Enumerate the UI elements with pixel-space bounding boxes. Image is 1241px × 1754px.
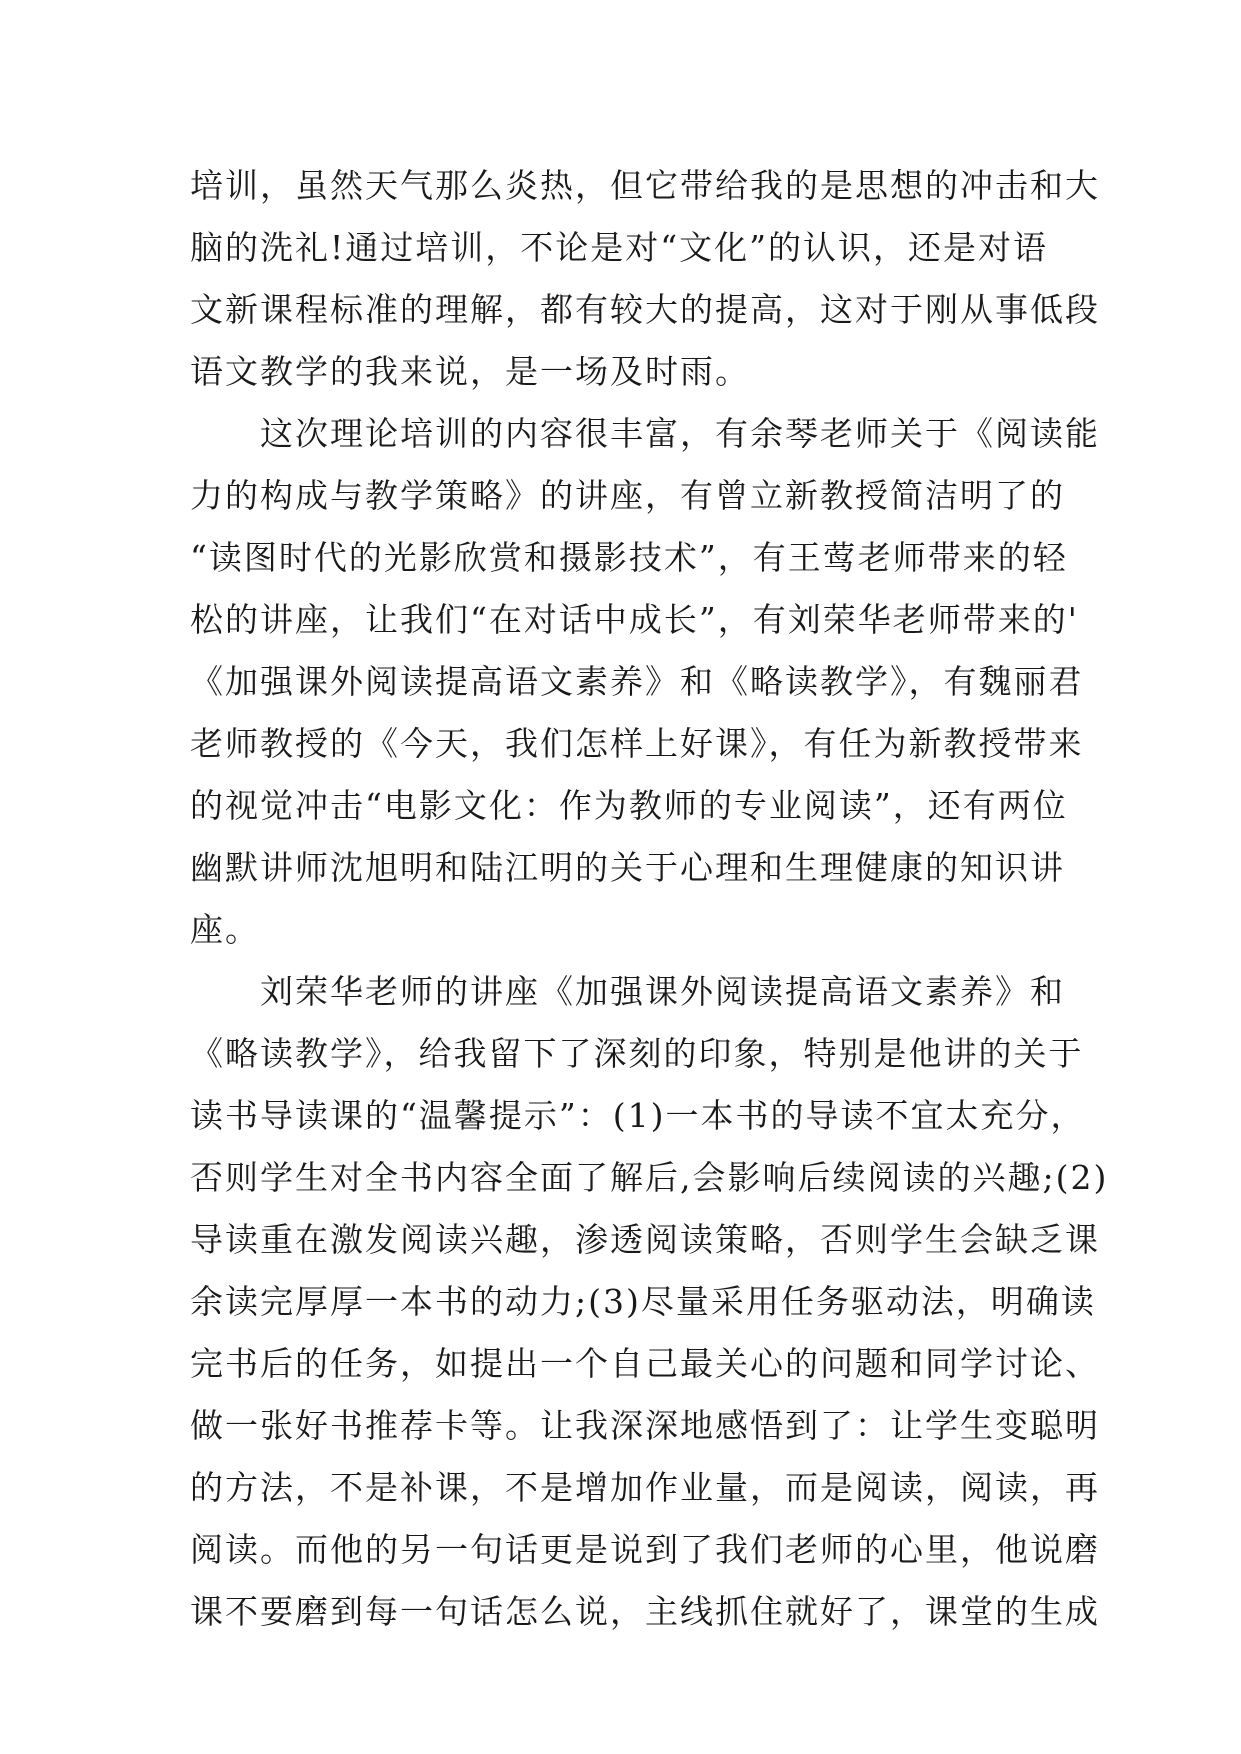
text-line: 《加强课外阅读提高语文素养》和《略读教学》，有魏丽君 [190,662,1084,701]
text-line: 的方法，不是补课，不是增加作业量，而是阅读，阅读，再 [190,1468,1100,1507]
text-line: 松的讲座，让我们“在对话中成长”，有刘荣华老师带来的' [190,600,1079,639]
text-line: 力的构成与教学策略》的讲座，有曾立新教授简洁明了的 [190,476,1065,515]
text-line: 《略读教学》，给我留下了深刻的印象，特别是他讲的关于 [190,1034,1084,1073]
text-line: 的视觉冲击“电影文化：作为教师的专业阅读”，还有两位 [190,786,1068,825]
text-line: 文新课程标准的理解，都有较大的提高，这对于刚从事低段 [190,290,1100,329]
paragraph-2 [190,403,1100,961]
text-line: 脑的洗礼!通过培训，不论是对“文化”的认识，还是对语 [190,228,1049,267]
text-line: 完书后的任务，如提出一个自己最关心的问题和同学讨论、 [190,1344,1100,1383]
text-line: 这次理论培训的内容很丰富，有余琴老师关于《阅读能 [190,414,1100,453]
text-line: 否则学生对全书内容全面了解后,会影响后续阅读的兴趣;(2) [190,1158,1109,1197]
text-line: 课不要磨到每一句话怎么说，主线抓住就好了，课堂的生成 [190,1592,1100,1631]
text-line: 余读完厚厚一本书的动力;(3)尽量采用任务驱动法，明确读 [190,1282,1096,1321]
text-line: 阅读。而他的另一句话更是说到了我们老师的心里，他说磨 [190,1530,1100,1569]
text-line: 读书导读课的“温馨提示”：(1)一本书的导读不宜太充分， [190,1096,1086,1135]
text-line: 培训，虽然天气那么炎热，但它带给我的是思想的冲击和大 [190,166,1100,205]
text-line: 做一张好书推荐卡等。让我深深地感悟到了：让学生变聪明 [190,1406,1100,1445]
paragraph-3 [190,961,1109,1643]
text-line: “读图时代的光影欣赏和摄影技术”，有王莺老师带来的轻 [190,538,1068,577]
text-line: 导读重在激发阅读兴趣，渗透阅读策略，否则学生会缺乏课 [190,1220,1100,1259]
text-line: 刘荣华老师的讲座《加强课外阅读提高语文素养》和 [190,972,1065,1011]
text-line: 语文教学的我来说，是一场及时雨。 [190,352,750,391]
document-body [190,155,1109,1643]
text-line: 幽默讲师沈旭明和陆江明的关于心理和生理健康的知识讲 [190,848,1065,887]
text-line: 座。 [190,910,260,949]
text-line: 老师教授的《今天，我们怎样上好课》，有任为新教授带来 [190,724,1084,763]
paragraph-1 [190,155,1100,403]
